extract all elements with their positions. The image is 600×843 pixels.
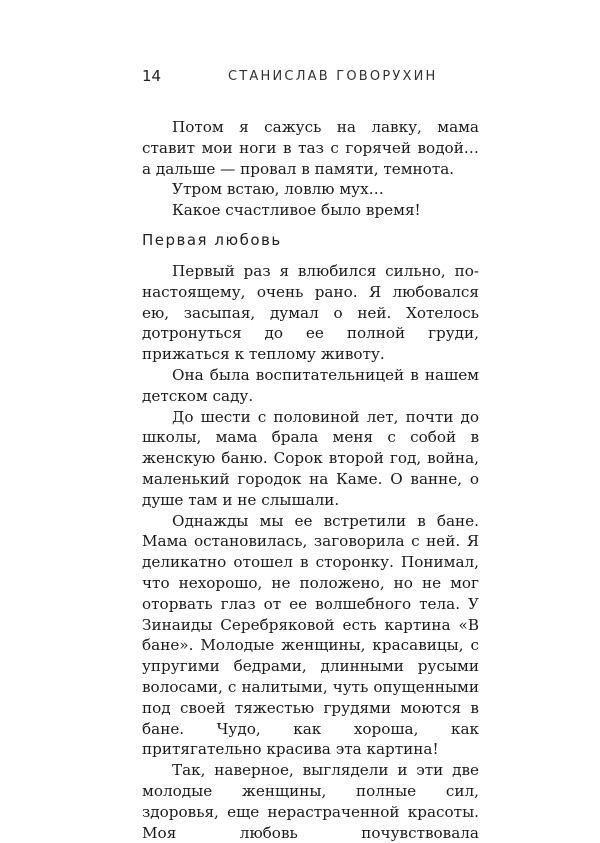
paragraph: Потом я сажусь на лавку, мама ставит мои ноги в таз с горячей водой… а дальше — провал в памяти, темнота.: [142, 118, 479, 178]
page-header: [142, 66, 472, 88]
paragraph: До шести с половиной лет, почти до школы, мама брала меня с собой в женскую баню. Сорок второй год, война, маленький городок на Каме. О ванне, о душе там и не слышали.: [142, 407, 479, 509]
paragraph: Первый раз я влюбился сильно, по-настоящему, очень рано. Я любовался ею, засыпая, думал о ней. Хотелось дотронуться до ее полной груди, прижаться к теплому животу.: [142, 262, 479, 364]
section-body: [142, 261, 479, 843]
opening-text: [142, 117, 479, 221]
paragraph: Она была воспитательницей в нашем детском саду.: [142, 365, 479, 405]
paragraph: Так, наверное, выглядели и эти две молодые женщины, полные сил, здоровья, еще нерастраченной красоты. Моя любовь почувствовала: [142, 761, 479, 842]
paragraph: Утром встаю, ловлю мух…: [172, 180, 384, 199]
paragraph: Однажды мы ее встретили в бане. Мама остановилась, заговорила с ней. Я деликатно отошел в сторонку. Понимал, что нехорошо, не положено, но не мог оторвать глаз от ее волшебного тела. У Зинаиды Серебряковой есть картина «В бане». Молодые женщины, красавицы, с упругими бедрами, длинными русыми волосами, с налитыми, чуть опущенными под своей тяжестью грудями моются в бане. Чудо, как хороша, как притягательно красива эта картина!: [142, 511, 479, 759]
page-number: 14: [142, 67, 162, 85]
section-title: Первая любовь: [142, 231, 282, 249]
running-title: СТАНИСЛАВ ГОВОРУХИН: [228, 69, 438, 84]
paragraph: Какое счастливое было время!: [172, 201, 421, 220]
